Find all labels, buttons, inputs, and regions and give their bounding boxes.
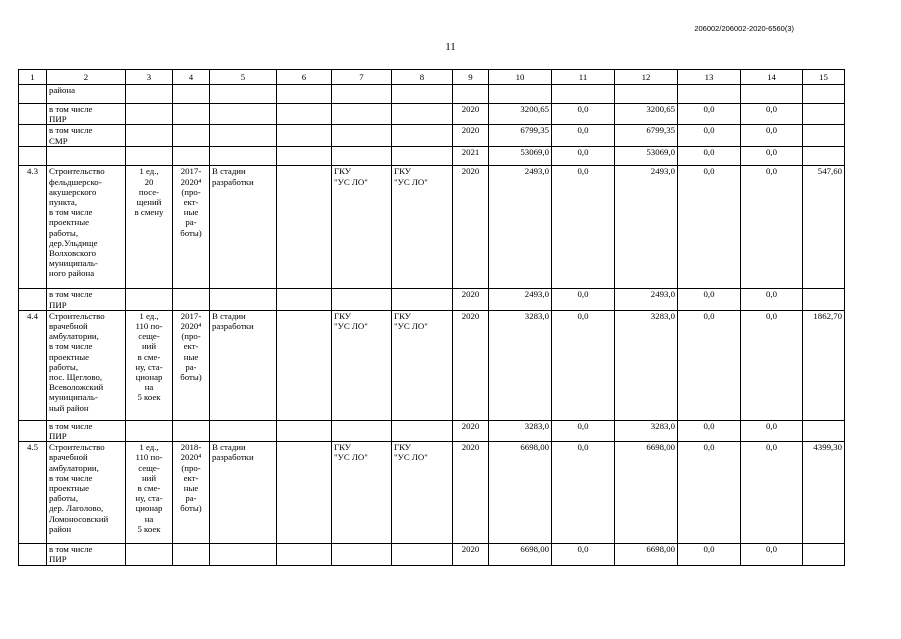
document-id: 206002/206002-2020-6560(3) (694, 24, 794, 33)
table-cell (332, 420, 392, 441)
table-cell (210, 125, 277, 147)
table-cell: 2018- 2020⁴ (про- ект- ные ра- боты) (173, 442, 210, 544)
table-cell: 3200,65 (615, 104, 678, 125)
table-cell (126, 125, 173, 147)
table-cell (173, 104, 210, 125)
table-cell: 2020 (453, 310, 489, 420)
table-cell: 547,60 (803, 166, 845, 289)
table-cell: 0,0 (678, 147, 741, 166)
table-cell: 2020 (453, 420, 489, 441)
table-row (19, 544, 845, 565)
table-cell (392, 420, 453, 441)
table-cell (392, 289, 453, 310)
table-cell: 0,0 (741, 166, 803, 289)
table-cell: ГКУ "УС ЛО" (332, 166, 392, 289)
table-row (19, 125, 845, 147)
table-cell (277, 544, 332, 565)
table-cell: 6698,00 (615, 544, 678, 565)
table-cell: 1 ед., 20 посе- щений в смену (126, 166, 173, 289)
column-header: 12 (615, 70, 678, 85)
table-cell: 6698,00 (489, 544, 552, 565)
table-cell: 0,0 (678, 310, 741, 420)
table-cell: 0,0 (552, 104, 615, 125)
table-cell: 0,0 (552, 125, 615, 147)
table-cell: 3283,0 (615, 420, 678, 441)
table-cell: 0,0 (741, 544, 803, 565)
table-cell (173, 125, 210, 147)
table-cell (803, 420, 845, 441)
table-cell: 3200,65 (489, 104, 552, 125)
table-cell: 53069,0 (615, 147, 678, 166)
table-cell: 3283,0 (489, 420, 552, 441)
table-cell: В стадии разработки (210, 310, 277, 420)
table-cell (332, 85, 392, 104)
column-header: 13 (678, 70, 741, 85)
table-cell (19, 147, 47, 166)
header-row (19, 70, 845, 85)
table-cell (126, 420, 173, 441)
column-header: 10 (489, 70, 552, 85)
table-cell: 6799,35 (489, 125, 552, 147)
table-cell: в том числе ПИР (47, 104, 126, 125)
table-cell: 0,0 (678, 166, 741, 289)
table-cell (19, 104, 47, 125)
table-cell: 53069,0 (489, 147, 552, 166)
table-cell (392, 104, 453, 125)
table-cell: в том числе ПИР (47, 544, 126, 565)
table-cell: 0,0 (678, 104, 741, 125)
table-cell: Строительство врачебной амбулатории, в том числе проектные работы, дер. Лаголово, Ломоносовский район (47, 442, 126, 544)
table-cell (277, 442, 332, 544)
table-cell: 0,0 (678, 442, 741, 544)
table-cell: 4.5 (19, 442, 47, 544)
table-cell: 0,0 (741, 289, 803, 310)
table-cell: 0,0 (552, 289, 615, 310)
table-cell: 0,0 (552, 442, 615, 544)
table-cell: 2017- 2020⁴ (про- ект- ные ра- боты) (173, 310, 210, 420)
table-cell (126, 289, 173, 310)
table-cell: 6698,00 (489, 442, 552, 544)
table-cell: ГКУ "УС ЛО" (332, 310, 392, 420)
table-row (19, 104, 845, 125)
table-cell: ГКУ "УС ЛО" (392, 166, 453, 289)
table-cell (803, 289, 845, 310)
table-cell (678, 85, 741, 104)
table-cell: 6698,00 (615, 442, 678, 544)
column-header: 11 (552, 70, 615, 85)
column-header: 5 (210, 70, 277, 85)
table-cell (210, 420, 277, 441)
column-header: 9 (453, 70, 489, 85)
table-cell: 4.3 (19, 166, 47, 289)
table-row (19, 147, 845, 166)
table-cell: 2020 (453, 442, 489, 544)
table-cell (19, 125, 47, 147)
table-cell (210, 544, 277, 565)
table-cell (803, 104, 845, 125)
table-cell: 0,0 (741, 310, 803, 420)
table-cell (277, 289, 332, 310)
table-cell (210, 289, 277, 310)
table-cell (803, 125, 845, 147)
table-cell: ГКУ "УС ЛО" (332, 442, 392, 544)
table-cell: 3283,0 (615, 310, 678, 420)
table-cell (332, 147, 392, 166)
table-cell: 2493,0 (615, 289, 678, 310)
table-cell (392, 125, 453, 147)
table-cell: 1 ед., 110 по- сеще- ний в сме- ну, ста- ционар на 5 коек (126, 442, 173, 544)
table-cell (126, 544, 173, 565)
table-cell (173, 544, 210, 565)
data-table (18, 69, 845, 566)
table-cell (19, 85, 47, 104)
table-cell: 0,0 (552, 310, 615, 420)
table-cell (392, 147, 453, 166)
table-cell (173, 420, 210, 441)
table-cell (332, 125, 392, 147)
column-header: 7 (332, 70, 392, 85)
table-cell: 3283,0 (489, 310, 552, 420)
table-cell (615, 85, 678, 104)
column-header: 8 (392, 70, 453, 85)
column-header: 14 (741, 70, 803, 85)
table-cell (19, 544, 47, 565)
table-cell (277, 104, 332, 125)
table-cell (552, 85, 615, 104)
table-cell (210, 147, 277, 166)
table-cell: 2020 (453, 289, 489, 310)
table-cell: 2493,0 (615, 166, 678, 289)
table-cell: 1 ед., 110 по- сеще- ний в сме- ну, ста- ционар на 5 коек (126, 310, 173, 420)
table-cell: Строительство фельдшерско- акушерского пункта, в том числе проектные работы, дер.Ульдище Волховского муниципаль- ного района (47, 166, 126, 289)
table-cell (332, 544, 392, 565)
table-row (19, 85, 845, 104)
column-header: 15 (803, 70, 845, 85)
table-cell (803, 544, 845, 565)
table-cell: 2493,0 (489, 166, 552, 289)
table-row (19, 442, 845, 544)
table-row (19, 166, 845, 289)
table-cell (277, 166, 332, 289)
table-cell (277, 147, 332, 166)
table-cell (277, 125, 332, 147)
table-cell (489, 85, 552, 104)
table-cell (210, 104, 277, 125)
table-cell: 0,0 (552, 147, 615, 166)
table-cell (47, 147, 126, 166)
table-row (19, 289, 845, 310)
table-cell (392, 544, 453, 565)
column-header: 3 (126, 70, 173, 85)
table-cell (173, 85, 210, 104)
table-cell: 0,0 (678, 420, 741, 441)
table-cell: 0,0 (552, 166, 615, 289)
table-cell: ГКУ "УС ЛО" (392, 442, 453, 544)
table-cell: 2020 (453, 166, 489, 289)
table-cell: ГКУ "УС ЛО" (392, 310, 453, 420)
table-cell (277, 310, 332, 420)
column-header: 2 (47, 70, 126, 85)
table-cell: 2021 (453, 147, 489, 166)
column-header: 6 (277, 70, 332, 85)
table-cell: в том числе СМР (47, 125, 126, 147)
table-cell: 4.4 (19, 310, 47, 420)
table-cell: 1862,70 (803, 310, 845, 420)
table-cell (392, 85, 453, 104)
table-cell: 2020 (453, 125, 489, 147)
table-cell: 0,0 (678, 544, 741, 565)
table-cell (126, 104, 173, 125)
table-cell: 0,0 (678, 289, 741, 310)
table-cell: в том числе ПИР (47, 289, 126, 310)
table-cell: 6799,35 (615, 125, 678, 147)
table-cell (277, 420, 332, 441)
table-cell (19, 420, 47, 441)
table-cell: 0,0 (741, 104, 803, 125)
table-cell (332, 289, 392, 310)
table-cell: 0,0 (552, 544, 615, 565)
table-cell (803, 85, 845, 104)
table-cell (126, 147, 173, 166)
column-header: 1 (19, 70, 47, 85)
table-cell (19, 289, 47, 310)
table-cell: 4399,30 (803, 442, 845, 544)
table-cell: 0,0 (741, 125, 803, 147)
table-cell: в том числе ПИР (47, 420, 126, 441)
table-cell: 2493,0 (489, 289, 552, 310)
table-cell: районa (47, 85, 126, 104)
table-cell (803, 147, 845, 166)
table-cell (277, 85, 332, 104)
table-cell (741, 85, 803, 104)
table-cell: 2020 (453, 104, 489, 125)
table-cell: 0,0 (741, 442, 803, 544)
table-cell: В стадии разработки (210, 442, 277, 544)
table-cell: В стадии разработки (210, 166, 277, 289)
table-row (19, 310, 845, 420)
table-cell (453, 85, 489, 104)
table-cell: Строительство врачебной амбулатории, в том числе проектные работы, пос. Щеглово, Всеволожский муниципаль- ный район (47, 310, 126, 420)
table-row (19, 420, 845, 441)
page-number: 11 (445, 41, 456, 53)
table-cell (210, 85, 277, 104)
column-header: 4 (173, 70, 210, 85)
table-cell: 2017- 2020⁴ (про- ект- ные ра- боты) (173, 166, 210, 289)
table-cell: 0,0 (741, 147, 803, 166)
table-cell (332, 104, 392, 125)
table-cell (173, 289, 210, 310)
table-cell: 0,0 (678, 125, 741, 147)
table-cell (126, 85, 173, 104)
table-cell: 0,0 (552, 420, 615, 441)
table-cell: 0,0 (741, 420, 803, 441)
table-cell (173, 147, 210, 166)
table-cell: 2020 (453, 544, 489, 565)
